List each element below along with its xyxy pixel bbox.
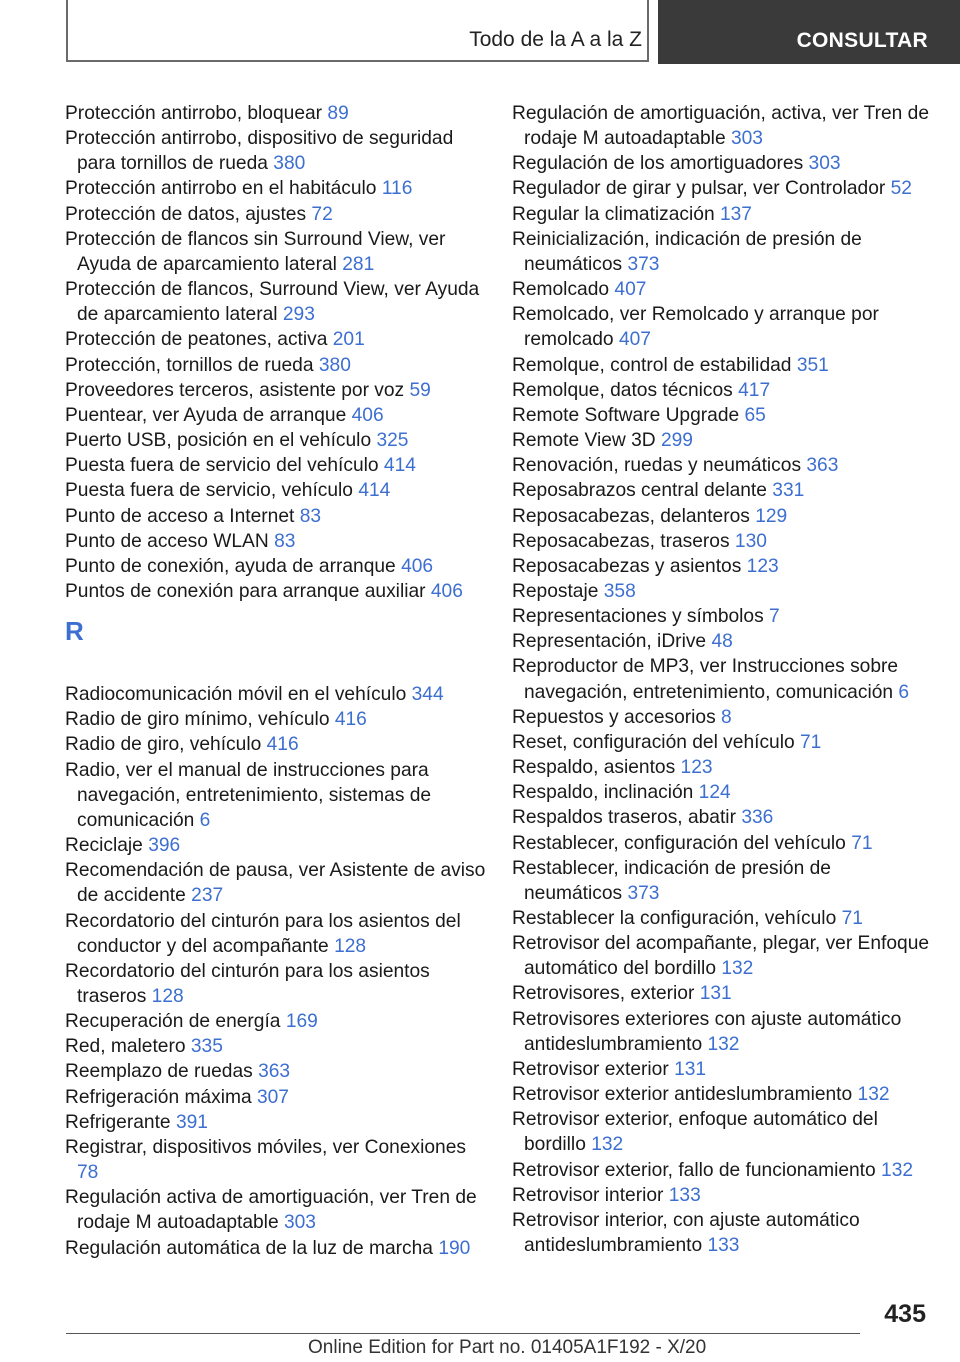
index-entry-text: Protección, tornillos de rueda	[65, 354, 314, 376]
index-entry-text: Radio de giro mínimo, vehículo	[65, 709, 330, 731]
page-reference-link[interactable]: 65	[744, 404, 766, 426]
index-entry	[512, 428, 932, 453]
index-entry-text: Punto de acceso WLAN	[65, 530, 269, 552]
page-reference-link[interactable]: 417	[738, 379, 771, 401]
index-entry	[512, 604, 932, 629]
page-reference-link[interactable]: 123	[680, 757, 713, 779]
index-group-r	[65, 682, 490, 1261]
index-entry	[65, 101, 490, 126]
page-reference-link[interactable]: 396	[148, 835, 181, 857]
index-entry	[512, 302, 932, 352]
page-reference-link[interactable]: 363	[806, 455, 839, 477]
page-reference-link[interactable]: 303	[283, 1212, 316, 1234]
index-entry	[512, 1082, 932, 1107]
index-entry-text: Protección de peatones, activa	[65, 329, 328, 351]
page-reference-link[interactable]: 373	[627, 882, 660, 904]
page-reference-link[interactable]: 72	[311, 203, 333, 225]
section-title: Todo de la A a la Z	[469, 28, 642, 51]
index-entry	[65, 529, 490, 554]
index-entry	[65, 1110, 490, 1135]
index-entry-text: Respaldos traseros, abatir	[512, 807, 736, 829]
index-group-r-continued	[512, 101, 932, 1258]
page-reference-link[interactable]: 407	[614, 279, 647, 301]
index-entry-text: Remolque, datos técnicos	[512, 379, 733, 401]
index-entry-text: Recordatorio del cinturón para los asientos traseros	[65, 960, 430, 1007]
index-entry	[65, 378, 490, 403]
page-reference-link[interactable]: 237	[191, 885, 224, 907]
index-entry-text: Restablecer, configuración del vehículo	[512, 832, 846, 854]
index-entry-text: Retrovisor del acompañante, plegar, ver Enfoque automático del bordillo	[512, 933, 930, 980]
index-entry	[65, 453, 490, 478]
index-entry	[65, 1059, 490, 1084]
index-entry	[512, 227, 932, 277]
page-reference-link[interactable]: 52	[890, 178, 912, 200]
page-reference-link[interactable]: 336	[741, 807, 774, 829]
page-reference-link[interactable]: 83	[299, 505, 322, 527]
page-reference-link[interactable]: 123	[746, 555, 779, 577]
index-entry	[65, 682, 490, 707]
page-reference-link[interactable]: 132	[591, 1134, 624, 1156]
section-letter: R	[65, 616, 84, 647]
index-entry	[65, 554, 490, 579]
index-entry	[65, 277, 490, 327]
page-reference-link[interactable]: 6	[199, 809, 211, 831]
index-entry	[65, 707, 490, 732]
page-reference-link[interactable]: 124	[698, 782, 731, 804]
index-entry	[512, 378, 932, 403]
index-entry-text: Remolque, control de estabilidad	[512, 354, 792, 376]
page-reference-link[interactable]: 351	[796, 354, 829, 376]
index-entry-text: Retrovisor exterior	[512, 1058, 669, 1080]
index-column-left	[65, 101, 490, 1261]
page-reference-link[interactable]: 363	[258, 1061, 291, 1083]
index-entry-text: Refrigeración máxima	[65, 1086, 252, 1108]
page-reference-link[interactable]: 331	[772, 480, 805, 502]
page-reference-link[interactable]: 281	[342, 253, 375, 275]
page-reference-link[interactable]: 71	[800, 731, 822, 753]
page-reference-link[interactable]: 358	[603, 580, 636, 602]
index-entry	[65, 959, 490, 1009]
page-reference-link[interactable]: 132	[881, 1159, 914, 1181]
page-reference-link[interactable]: 71	[851, 832, 873, 854]
page-reference-link[interactable]: 344	[411, 684, 444, 706]
index-entry	[512, 1107, 932, 1157]
index-entry-text: Reposacabezas, delanteros	[512, 505, 750, 527]
page-reference-link[interactable]: 59	[409, 379, 431, 401]
index-entry-text: Regular la climatización	[512, 203, 715, 225]
index-entry	[512, 101, 932, 151]
index-entry	[512, 1183, 932, 1208]
page-reference-link[interactable]: 406	[401, 555, 434, 577]
index-entry	[512, 202, 932, 227]
index-entry-text: Representación, iDrive	[512, 631, 707, 653]
page-reference-link[interactable]: 132	[721, 958, 754, 980]
index-entry-text: Punto de conexión, ayuda de arranque	[65, 555, 396, 577]
page-reference-link[interactable]: 128	[151, 986, 184, 1007]
index-entry	[512, 554, 932, 579]
index-entry-text: Radiocomunicación móvil en el vehículo	[65, 684, 407, 706]
page-reference-link[interactable]: 116	[381, 178, 413, 200]
index-entry	[65, 428, 490, 453]
index-entry-text: Protección de flancos, Surround View, ver Ayuda de aparcamiento lateral	[65, 279, 480, 326]
page-reference-link[interactable]: 48	[711, 631, 733, 653]
page-reference-link[interactable]: 416	[334, 709, 367, 731]
index-entry	[512, 478, 932, 503]
page-reference-link[interactable]: 131	[699, 983, 732, 1005]
index-entry-text: Restablecer la configuración, vehículo	[512, 908, 837, 929]
page-reference-link[interactable]: 373	[627, 253, 660, 275]
page-reference-link[interactable]: 132	[857, 1084, 890, 1106]
index-entry	[512, 705, 932, 730]
index-entry	[512, 1158, 932, 1183]
page-reference-link[interactable]: 6	[898, 681, 910, 703]
index-entry-text: Radio, ver el manual de instrucciones para navegación, entretenimiento, sistemas de comunicación	[65, 759, 432, 831]
page-reference-link[interactable]: 299	[660, 430, 693, 452]
index-entry	[512, 629, 932, 654]
page-reference-link[interactable]: 380	[273, 153, 306, 175]
index-entry-text: Retrovisores, exterior	[512, 983, 695, 1005]
page-header	[0, 0, 960, 66]
index-entry-text: Renovación, ruedas y neumáticos	[512, 455, 802, 477]
index-entry-text: Retrovisores exteriores con ajuste automático antideslumbramiento	[512, 1008, 902, 1055]
page-reference-link[interactable]: 414	[383, 455, 416, 477]
index-entry-text: Protección antirrobo en el habitáculo	[65, 178, 377, 200]
page-reference-link[interactable]: 190	[438, 1237, 471, 1259]
index-entry	[512, 906, 932, 931]
index-entry	[512, 176, 932, 201]
index-entry-text: Reinicialización, indicación de presión de neumáticos	[512, 228, 862, 275]
index-entry	[65, 1236, 490, 1261]
index-entry	[512, 755, 932, 780]
page-reference-link[interactable]: 201	[332, 329, 365, 351]
page-reference-link[interactable]: 137	[719, 203, 752, 225]
index-entry	[512, 453, 932, 478]
page-reference-link[interactable]: 380	[318, 354, 351, 376]
page-reference-link[interactable]: 133	[707, 1235, 740, 1257]
index-entry	[512, 981, 932, 1006]
index-entry	[65, 858, 490, 908]
index-entry-text: Reposabrazos central delante	[512, 480, 767, 502]
index-entry	[512, 730, 932, 755]
index-entry	[65, 909, 490, 959]
index-entry-text: Recordatorio del cinturón para los asientos del conductor y del acompañante	[65, 910, 461, 957]
index-entry	[65, 353, 490, 378]
page-reference-link[interactable]: 303	[730, 128, 763, 150]
page-reference-link[interactable]: 132	[707, 1033, 740, 1055]
index-entry	[512, 1007, 932, 1057]
index-entry	[65, 1135, 490, 1185]
index-entry-text: Retrovisor exterior, fallo de funcionamiento	[512, 1159, 876, 1181]
index-entry-text: Remote Software Upgrade	[512, 404, 740, 426]
index-entry	[512, 504, 932, 529]
page-reference-link[interactable]: 128	[334, 935, 367, 957]
page-reference-link[interactable]: 416	[266, 734, 299, 756]
page-reference-link[interactable]: 414	[358, 480, 391, 502]
index-entry-text: Repuestos y accesorios	[512, 706, 716, 728]
index-entry-text: Regulación automática de la luz de marcha	[65, 1237, 433, 1259]
index-entry-text: Respaldo, asientos	[512, 757, 676, 779]
index-entry	[512, 1208, 932, 1258]
page-reference-link[interactable]: 83	[274, 530, 296, 552]
index-entry-text: Reproductor de MP3, ver Instrucciones sobre navegación, entretenimiento, comunicación	[512, 656, 899, 703]
index-entry-text: Recuperación de energía	[65, 1011, 281, 1033]
page-reference-link[interactable]: 325	[376, 430, 409, 452]
index-column-right	[512, 101, 932, 1258]
index-entry	[512, 353, 932, 378]
index-entry	[65, 403, 490, 428]
index-group-p	[65, 101, 490, 604]
page-reference-link[interactable]: 130	[734, 530, 767, 552]
page-reference-link[interactable]: 391	[175, 1111, 208, 1133]
index-entry-text: Remolcado	[512, 279, 610, 301]
index-entry	[65, 1185, 490, 1235]
index-entry	[65, 478, 490, 503]
index-entry-text: Restablecer, indicación de presión de neumáticos	[512, 857, 831, 904]
index-entry	[512, 805, 932, 830]
index-entry-text: Retrovisor exterior, enfoque automático del bordillo	[512, 1109, 878, 1156]
index-entry	[65, 176, 490, 201]
index-entry	[65, 1034, 490, 1059]
index-entry-text: Protección de flancos sin Surround View, ver Ayuda de aparcamiento lateral	[65, 228, 446, 275]
index-entry	[512, 1057, 932, 1082]
index-entry-text: Regulador de girar y pulsar, ver Controlador	[512, 178, 886, 200]
page-reference-link[interactable]: 78	[77, 1162, 99, 1184]
page-reference-link[interactable]: 307	[256, 1086, 289, 1108]
page-reference-link[interactable]: 89	[327, 103, 349, 124]
index-entry	[65, 227, 490, 277]
index-entry-text: Reposacabezas, traseros	[512, 530, 730, 552]
page-reference-link[interactable]: 7	[769, 606, 780, 628]
page-number: 435	[884, 1300, 926, 1328]
page-reference-link[interactable]: 8	[721, 706, 732, 728]
index-entry-text: Registrar, dispositivos móviles, ver Conexiones	[65, 1136, 466, 1158]
index-entry	[512, 831, 932, 856]
index-entry	[512, 654, 932, 704]
index-entry-text: Proveedores terceros, asistente por voz	[65, 379, 405, 401]
index-entry	[65, 126, 490, 176]
index-entry-text: Protección de datos, ajustes	[65, 203, 307, 225]
index-entry-text: Retrovisor interior, con ajuste automático antideslumbramiento	[512, 1209, 860, 1257]
index-entry-text: Reciclaje	[65, 835, 143, 857]
index-entry	[512, 403, 932, 428]
index-entry-text: Protección antirrobo, bloquear	[65, 103, 323, 124]
index-entry-text: Radio de giro, vehículo	[65, 734, 262, 756]
page-reference-link[interactable]: 133	[668, 1184, 701, 1206]
consult-tab-label: CONSULTAR	[796, 29, 928, 52]
index-entry-text: Retrovisor exterior antideslumbramiento	[512, 1084, 853, 1106]
index-entry-text: Reemplazo de ruedas	[65, 1061, 253, 1083]
index-entry-text: Regulación de los amortiguadores	[512, 153, 804, 175]
index-entry-text: Puentear, ver Ayuda de arranque	[65, 404, 347, 426]
index-entry-text: Reset, configuración del vehículo	[512, 731, 795, 753]
index-entry	[512, 151, 932, 176]
index-entry-text: Repostaje	[512, 580, 599, 602]
index-entry	[65, 732, 490, 757]
index-entry-text: Refrigerante	[65, 1111, 171, 1133]
index-entry-text: Regulación de amortiguación, activa, ver Tren de rodaje M autoadaptable	[512, 103, 930, 150]
index-entry-text: Red, maletero	[65, 1036, 186, 1058]
index-entry	[65, 1085, 490, 1110]
consult-tab[interactable]	[658, 0, 960, 64]
index-entry-text: Punto de acceso a Internet	[65, 505, 295, 527]
page-reference-link[interactable]: 406	[351, 404, 384, 426]
page-reference-link[interactable]: 129	[755, 505, 788, 527]
index-entry-text: Respaldo, inclinación	[512, 782, 694, 804]
index-entry-text: Retrovisor interior	[512, 1184, 664, 1206]
page-reference-link[interactable]: 407	[618, 329, 651, 351]
page-reference-link[interactable]: 293	[282, 304, 315, 326]
index-entry	[512, 856, 932, 906]
page-reference-link[interactable]: 335	[190, 1036, 223, 1058]
index-entry-text: Recomendación de pausa, ver Asistente de aviso de accidente	[65, 860, 486, 907]
index-entry	[512, 529, 932, 554]
page-reference-link[interactable]: 169	[285, 1011, 318, 1033]
index-entry-text: Regulación activa de amortiguación, ver Tren de rodaje M autoadaptable	[65, 1187, 477, 1234]
index-entry	[65, 504, 490, 529]
index-entry-text: Representaciones y símbolos	[512, 606, 764, 628]
index-entry-text: Puesta fuera de servicio, vehículo	[65, 480, 353, 502]
index-entry	[65, 833, 490, 858]
page-reference-link[interactable]: 131	[674, 1058, 707, 1080]
page-reference-link[interactable]: 71	[841, 908, 863, 929]
index-entry	[512, 277, 932, 302]
index-entry-text: Puesta fuera de servicio del vehículo	[65, 455, 379, 477]
index-entry-text: Remote View 3D	[512, 430, 656, 452]
page-reference-link[interactable]: 406	[430, 580, 463, 602]
index-entry	[65, 758, 490, 833]
footer-edition: Online Edition for Part no. 01405A1F192 - X/20	[308, 1337, 707, 1358]
index-entry-text: Reposacabezas y asientos	[512, 555, 742, 577]
index-entry-text: Remolcado, ver Remolcado y arranque por remolcado	[512, 304, 879, 351]
index-entry	[65, 579, 490, 604]
index-entry	[65, 327, 490, 352]
index-entry-text: Puntos de conexión para arranque auxiliar	[65, 580, 426, 602]
index-entry	[65, 1009, 490, 1034]
footer-divider	[66, 1333, 860, 1334]
index-entry	[512, 579, 932, 604]
index-entry-text: Puerto USB, posición en el vehículo	[65, 430, 372, 452]
index-entry	[512, 931, 932, 981]
index-entry	[65, 202, 490, 227]
index-entry-text: Protección antirrobo, dispositivo de seguridad para tornillos de rueda	[65, 128, 454, 175]
index-entry	[512, 780, 932, 805]
page-reference-link[interactable]: 303	[808, 153, 841, 175]
